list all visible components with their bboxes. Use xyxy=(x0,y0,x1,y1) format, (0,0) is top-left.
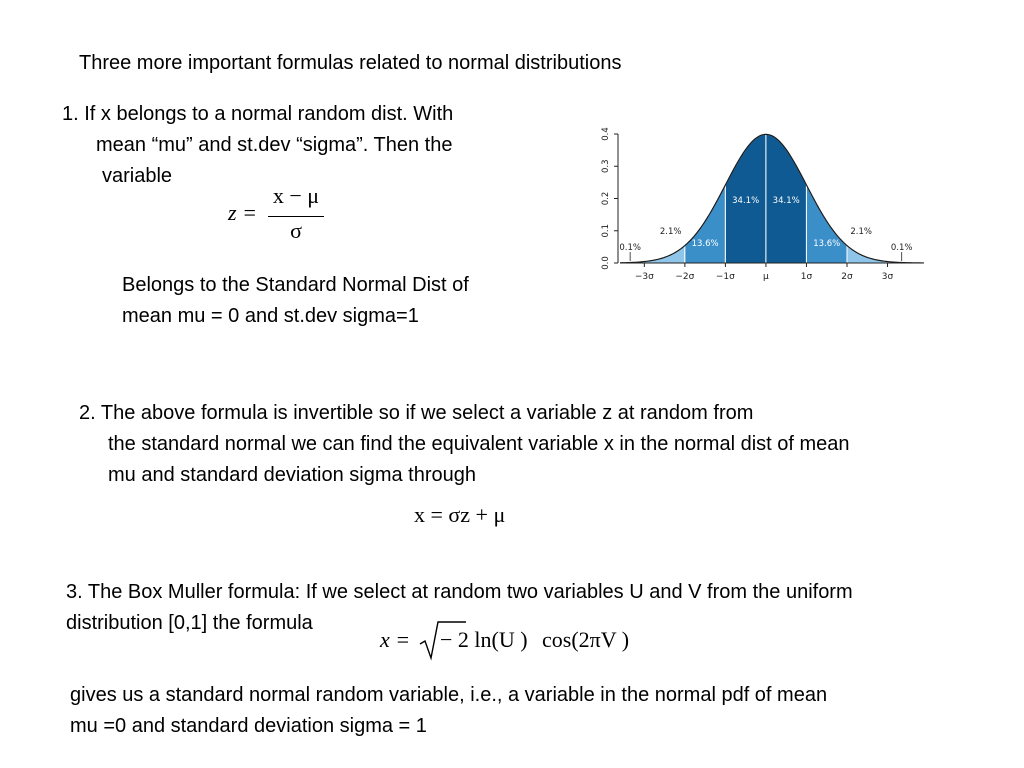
region-label-1: 13.6% xyxy=(691,239,719,249)
item2-line3: mu and standard deviation sigma through xyxy=(108,464,477,486)
x-tick-label-5: 2σ xyxy=(841,272,853,282)
bm-lhs: x = xyxy=(380,627,411,652)
tail-label-1: 0.1% xyxy=(890,243,913,253)
region-label-5: 2.1% xyxy=(850,227,872,237)
item3-result-line2: mu =0 and standard deviation sigma = 1 xyxy=(70,715,427,737)
normal-distribution-chart xyxy=(580,122,930,292)
x-tick-label-4: 1σ xyxy=(800,272,813,282)
y-tick-label-4: 0.4 xyxy=(601,127,611,141)
item2-line1: 2. The above formula is invertible so if we select a variable z at random from xyxy=(79,402,754,424)
region-label-2: 34.1% xyxy=(732,196,760,206)
x-tick-label-0: −3σ xyxy=(634,272,654,282)
x-tick-label-1: −2σ xyxy=(675,272,695,282)
y-tick-label-2: 0.2 xyxy=(601,191,611,206)
y-tick-label-0: 0.0 xyxy=(601,256,611,270)
fraction-bar xyxy=(268,216,324,217)
x-tick-label-2: −1σ xyxy=(715,272,735,282)
region-label-4: 13.6% xyxy=(813,239,841,249)
page-heading: Three more important formulas related to normal distributions xyxy=(79,52,622,74)
formula-denominator: σ xyxy=(290,218,302,243)
formula-numerator: x − μ xyxy=(272,183,320,208)
item3-line2: distribution [0,1] the formula xyxy=(66,612,313,634)
y-tick-label-3: 0.3 xyxy=(601,159,611,174)
x-tick-label-6: 3σ xyxy=(881,272,894,282)
item2-line2: the standard normal we can find the equivalent variable x in the normal dist of mean xyxy=(108,433,850,455)
inverse-formula: x = σz + μ xyxy=(414,502,506,527)
item1-line3: variable xyxy=(102,165,173,187)
item1-result-line2: mean mu = 0 and st.dev sigma=1 xyxy=(122,305,419,327)
bm-radicand: − 2 ln(U ) xyxy=(440,627,528,652)
bm-trig: cos(2πV ) xyxy=(542,627,630,652)
x-tick-label-3: μ xyxy=(763,272,769,282)
item3-line1: 3. The Box Muller formula: If we select at random two variables U and V from the uniform xyxy=(66,581,853,603)
item1-result-line1: Belongs to the Standard Normal Dist of xyxy=(122,274,469,296)
region-label-3: 34.1% xyxy=(772,196,800,206)
item1-line2: mean “mu” and st.dev “sigma”. Then the xyxy=(96,134,453,156)
item1-line1: 1. If x belongs to a normal random dist. With xyxy=(62,103,454,125)
region-label-0: 2.1% xyxy=(659,227,682,237)
formula-lhs: z = xyxy=(228,200,257,225)
item3-result-line1: gives us a standard normal random variable, i.e., a variable in the normal pdf of mean xyxy=(70,684,828,706)
box-muller-formula xyxy=(380,618,650,664)
y-tick-label-1: 0.1 xyxy=(601,223,611,238)
tail-label-0: 0.1% xyxy=(619,243,641,253)
z-score-formula xyxy=(228,180,328,250)
